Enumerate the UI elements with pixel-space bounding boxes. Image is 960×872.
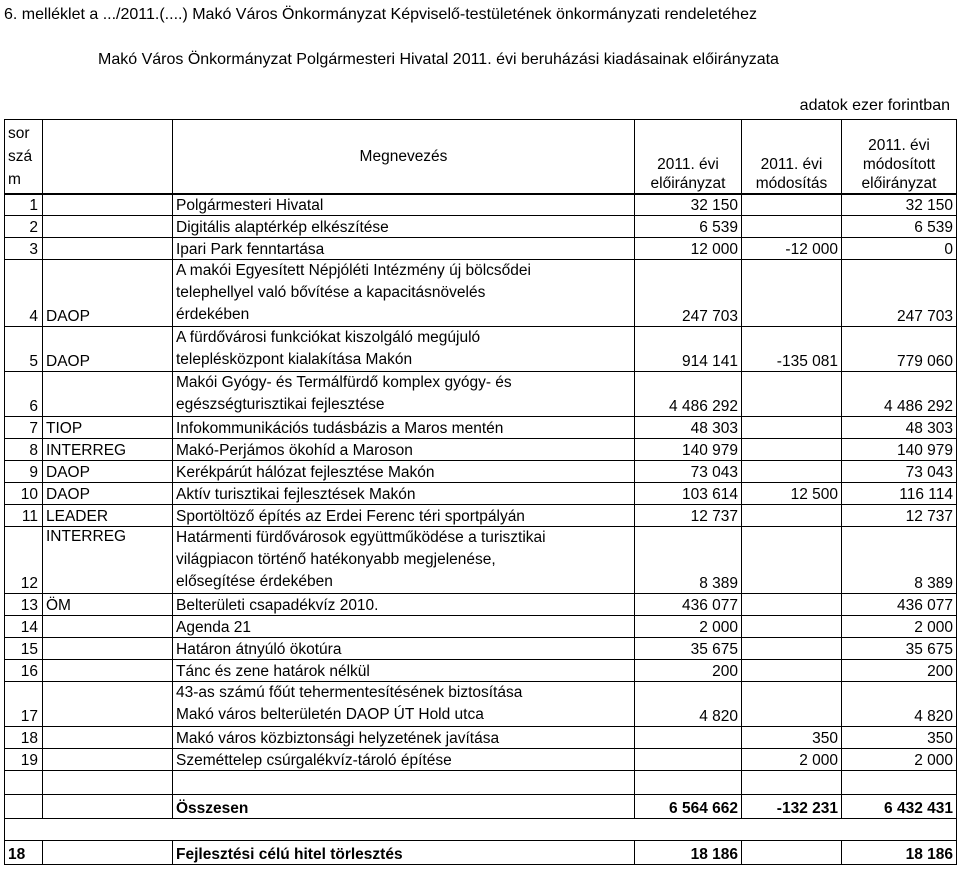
- blank-row: [5, 771, 957, 795]
- total-modification: -132 231: [742, 795, 842, 819]
- modified-amount: 4 820: [842, 682, 957, 727]
- table-row: [5, 505, 957, 527]
- table-row: [5, 660, 957, 682]
- total-modified: 6 432 431: [842, 795, 957, 819]
- table-row: [5, 527, 957, 594]
- item-name: A fürdővárosi funkciókat kiszolgáló megújuló teleplésközpont kialakítása Makón: [173, 327, 635, 372]
- modification-amount: [742, 638, 842, 660]
- planned-amount: 436 077: [635, 594, 742, 616]
- table-row: [5, 216, 957, 238]
- blank-cell: [5, 771, 43, 795]
- table-row: [5, 417, 957, 439]
- table-row: [5, 238, 957, 260]
- planned-amount: 12 000: [635, 238, 742, 260]
- table-row: [5, 372, 957, 417]
- planned-amount: 8 389: [635, 527, 742, 594]
- program-code: DAOP: [43, 461, 173, 483]
- row-number: 7: [5, 417, 43, 439]
- modified-amount: 48 303: [842, 417, 957, 439]
- loan-code: [43, 841, 173, 865]
- item-name: Határmenti fürdővárosok együttműködése a turisztikai világpiacon történő hatékonyabb megjelenése, elősegítése érdekében: [173, 527, 635, 594]
- planned-amount: 2 000: [635, 616, 742, 638]
- planned-amount: 6 539: [635, 216, 742, 238]
- program-code: [43, 682, 173, 727]
- modification-amount: [742, 505, 842, 527]
- blank-cell: [842, 819, 957, 841]
- modification-amount: [742, 660, 842, 682]
- program-code: [43, 727, 173, 749]
- total-no: [5, 795, 43, 819]
- item-name: Makó-Perjámos ökohíd a Maroson: [173, 439, 635, 461]
- table-row: [5, 461, 957, 483]
- modification-amount: [742, 417, 842, 439]
- blank-cell: [173, 771, 635, 795]
- row-number: 6: [5, 372, 43, 417]
- modified-amount: 73 043: [842, 461, 957, 483]
- table-row: [5, 682, 957, 727]
- program-code: INTERREG: [43, 527, 173, 594]
- row-number: 4: [5, 260, 43, 327]
- item-name: A makói Egyesített Népjóléti Intézmény új bölcsődei telephellyel való bővítése a kapacitásnövelés érdekében: [173, 260, 635, 327]
- modified-amount: 350: [842, 727, 957, 749]
- total-label: Összesen: [173, 795, 635, 819]
- table-row: [5, 749, 957, 771]
- program-code: ÖM: [43, 594, 173, 616]
- modified-amount: 2 000: [842, 749, 957, 771]
- planned-amount: 73 043: [635, 461, 742, 483]
- row-number: 1: [5, 194, 43, 216]
- program-code: LEADER: [43, 505, 173, 527]
- planned-amount: 140 979: [635, 439, 742, 461]
- planned-amount: 103 614: [635, 483, 742, 505]
- row-number: 15: [5, 638, 43, 660]
- blank-cell: [742, 819, 842, 841]
- col-header-name: Megnevezés: [173, 120, 635, 194]
- item-name: 43-as számú főút tehermentesítésének biztosítása Makó város belterületén DAOP ÚT Hold utca: [173, 682, 635, 727]
- row-number: 8: [5, 439, 43, 461]
- item-name: Polgármesteri Hivatal: [173, 194, 635, 216]
- planned-amount: 200: [635, 660, 742, 682]
- row-number: 12: [5, 527, 43, 594]
- loan-modified: 18 186: [842, 841, 957, 865]
- row-number: 19: [5, 749, 43, 771]
- planned-amount: 914 141: [635, 327, 742, 372]
- program-code: TIOP: [43, 417, 173, 439]
- modified-amount: 6 539: [842, 216, 957, 238]
- modification-amount: [742, 616, 842, 638]
- blank-row: [5, 819, 957, 841]
- table-row: [5, 727, 957, 749]
- item-name: Makói Gyógy- és Termálfürdő komplex gyógy- és egészségturisztikai fejlesztése: [173, 372, 635, 417]
- row-number: 18: [5, 727, 43, 749]
- modified-amount: 2 000: [842, 616, 957, 638]
- modification-amount: 2 000: [742, 749, 842, 771]
- modified-amount: 247 703: [842, 260, 957, 327]
- item-name: Digitális alaptérkép elkészítése: [173, 216, 635, 238]
- investment-table: [4, 119, 957, 865]
- row-number: 11: [5, 505, 43, 527]
- loan-modification: [742, 841, 842, 865]
- planned-amount: 4 820: [635, 682, 742, 727]
- blank-cell: [635, 771, 742, 795]
- program-code: [43, 216, 173, 238]
- table-row: [5, 260, 957, 327]
- modification-amount: [742, 439, 842, 461]
- item-name: Makó város közbiztonsági helyzetének javítása: [173, 727, 635, 749]
- modification-amount: [742, 594, 842, 616]
- blank-cell: [43, 819, 173, 841]
- loan-number: 18: [5, 841, 43, 865]
- planned-amount: 32 150: [635, 194, 742, 216]
- program-code: [43, 372, 173, 417]
- planned-amount: 4 486 292: [635, 372, 742, 417]
- blank-cell: [5, 819, 43, 841]
- blank-cell: [43, 771, 173, 795]
- modification-amount: [742, 682, 842, 727]
- modified-amount: 4 486 292: [842, 372, 957, 417]
- modified-amount: 32 150: [842, 194, 957, 216]
- row-number: 9: [5, 461, 43, 483]
- row-number: 17: [5, 682, 43, 727]
- modified-amount: 0: [842, 238, 957, 260]
- row-number: 3: [5, 238, 43, 260]
- row-number: 10: [5, 483, 43, 505]
- table-row: [5, 483, 957, 505]
- program-code: DAOP: [43, 483, 173, 505]
- total-planned: 6 564 662: [635, 795, 742, 819]
- modified-amount: 35 675: [842, 638, 957, 660]
- item-name: Ipari Park fenntartása: [173, 238, 635, 260]
- item-name: Szeméttelep csúrgalékvíz-tároló építése: [173, 749, 635, 771]
- program-code: [43, 638, 173, 660]
- loan-row: [5, 841, 957, 865]
- program-code: INTERREG: [43, 439, 173, 461]
- modification-amount: [742, 527, 842, 594]
- row-number: 14: [5, 616, 43, 638]
- col-header-mod: 2011. évi módosítás: [742, 120, 842, 194]
- planned-amount: 35 675: [635, 638, 742, 660]
- table-row: [5, 594, 957, 616]
- item-name: Infokommunikációs tudásbázis a Maros mentén: [173, 417, 635, 439]
- program-code: [43, 749, 173, 771]
- modified-amount: 12 737: [842, 505, 957, 527]
- modification-amount: [742, 461, 842, 483]
- row-number: 2: [5, 216, 43, 238]
- table-row: [5, 439, 957, 461]
- loan-planned: 18 186: [635, 841, 742, 865]
- planned-amount: [635, 727, 742, 749]
- item-name: Tánc és zene határok nélkül: [173, 660, 635, 682]
- modification-amount: [742, 372, 842, 417]
- item-name: Agenda 21: [173, 616, 635, 638]
- modification-amount: 350: [742, 727, 842, 749]
- total-code: [43, 795, 173, 819]
- planned-amount: 48 303: [635, 417, 742, 439]
- document-title: Makó Város Önkormányzat Polgármesteri Hivatal 2011. évi beruházási kiadásainak előirányzata: [98, 51, 779, 68]
- modified-amount: 200: [842, 660, 957, 682]
- program-code: DAOP: [43, 327, 173, 372]
- row-number: 16: [5, 660, 43, 682]
- modified-amount: 779 060: [842, 327, 957, 372]
- blank-cell: [742, 771, 842, 795]
- modification-amount: [742, 194, 842, 216]
- blank-cell: [173, 819, 635, 841]
- item-name: Határon átnyúló ökotúra: [173, 638, 635, 660]
- modification-amount: 12 500: [742, 483, 842, 505]
- program-code: [43, 616, 173, 638]
- modified-amount: 436 077: [842, 594, 957, 616]
- col-header-modelo: 2011. évi módosított előirányzat: [842, 120, 957, 194]
- planned-amount: 247 703: [635, 260, 742, 327]
- modification-amount: -135 081: [742, 327, 842, 372]
- table-row: [5, 194, 957, 216]
- program-code: [43, 194, 173, 216]
- item-name: Kerékpárút hálózat fejlesztése Makón: [173, 461, 635, 483]
- total-row: [5, 795, 957, 819]
- unit-note: adatok ezer forintban: [799, 97, 950, 114]
- modification-amount: [742, 260, 842, 327]
- annex-title: 6. melléklet a .../2011.(....) Makó Város Önkormányzat Képviselő-testületének önkormányzati rendeletéhez: [4, 6, 757, 23]
- col-header-elo: 2011. évi előirányzat: [635, 120, 742, 194]
- blank-cell: [635, 819, 742, 841]
- program-code: DAOP: [43, 260, 173, 327]
- modified-amount: 116 114: [842, 483, 957, 505]
- col-header-sor: sor szá m: [5, 120, 43, 194]
- program-code: [43, 660, 173, 682]
- header-row: [5, 120, 957, 194]
- row-number: 5: [5, 327, 43, 372]
- modification-amount: [742, 216, 842, 238]
- program-code: [43, 238, 173, 260]
- row-number: 13: [5, 594, 43, 616]
- table-row: [5, 616, 957, 638]
- item-name: Aktív turisztikai fejlesztések Makón: [173, 483, 635, 505]
- modified-amount: 8 389: [842, 527, 957, 594]
- blank-cell: [842, 771, 957, 795]
- loan-label: Fejlesztési célú hitel törlesztés: [173, 841, 635, 865]
- planned-amount: [635, 749, 742, 771]
- col-header-code: [43, 120, 173, 194]
- item-name: Sportöltöző építés az Erdei Ferenc téri sportpályán: [173, 505, 635, 527]
- planned-amount: 12 737: [635, 505, 742, 527]
- item-name: Belterületi csapadékvíz 2010.: [173, 594, 635, 616]
- modified-amount: 140 979: [842, 439, 957, 461]
- table-row: [5, 638, 957, 660]
- modification-amount: -12 000: [742, 238, 842, 260]
- table-row: [5, 327, 957, 372]
